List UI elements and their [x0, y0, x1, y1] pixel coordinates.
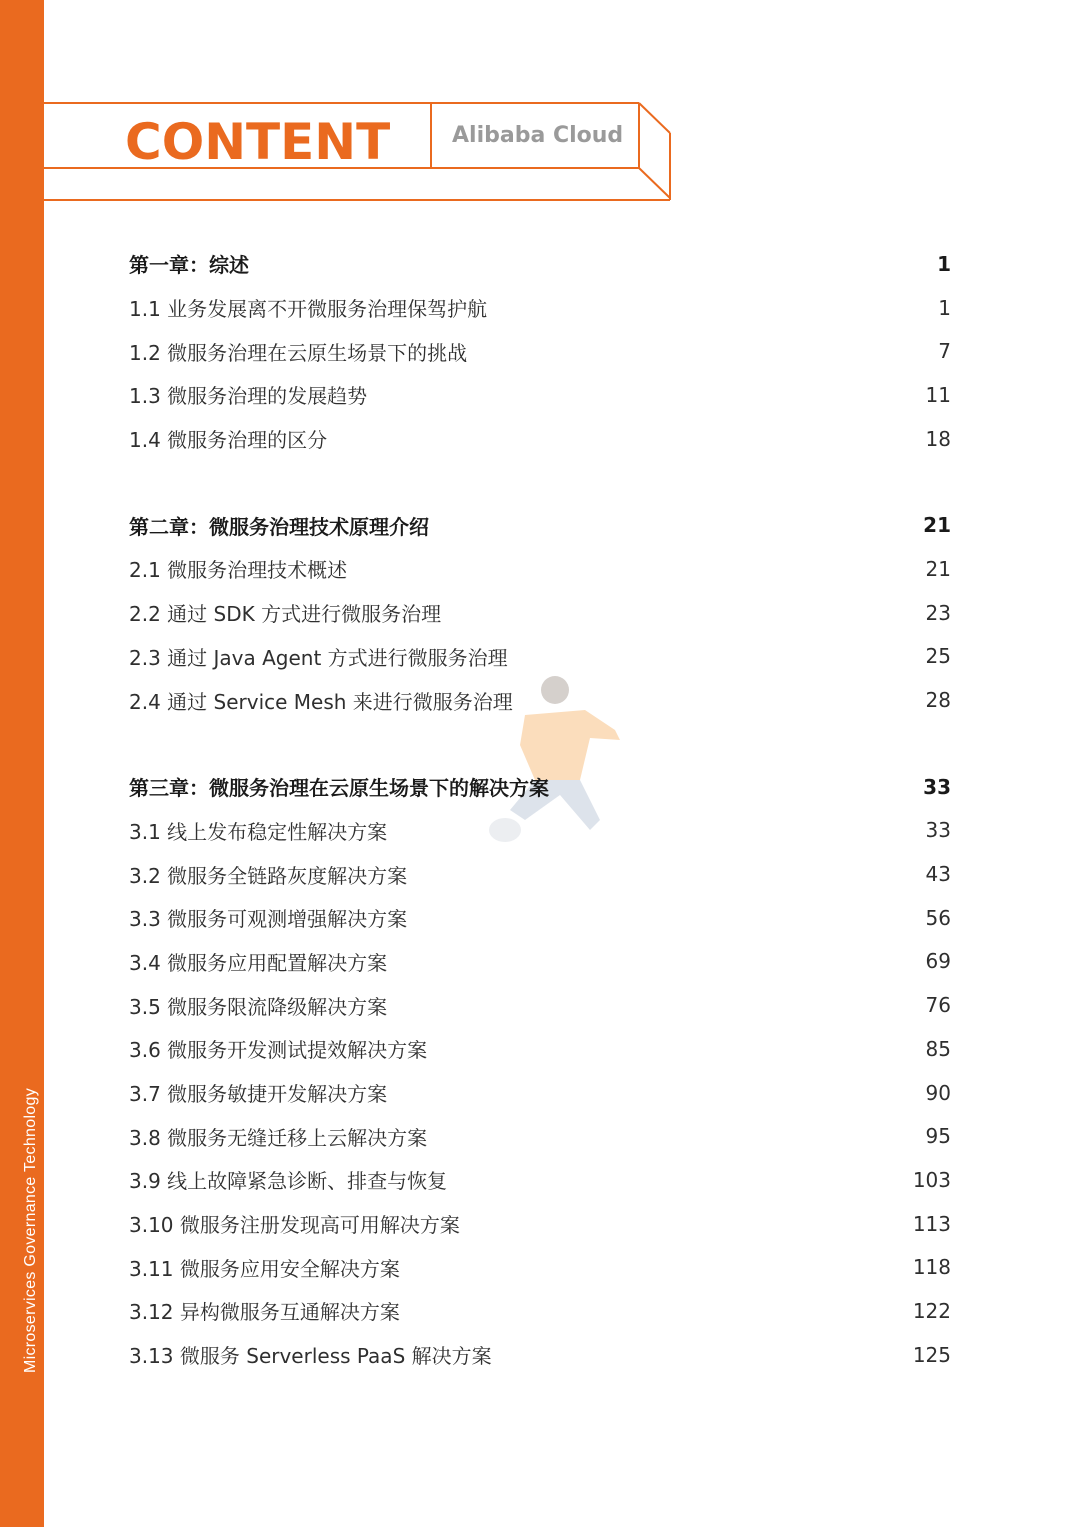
toc-page: 69 — [925, 949, 951, 974]
toc-page: 118 — [912, 1255, 951, 1280]
toc-item[interactable] — [129, 1071, 951, 1115]
toc-label: 2.4 通过 Service Mesh 来进行微服务治理 — [129, 689, 513, 714]
toc-label: 3.7 微服务敏捷开发解决方案 — [129, 1082, 388, 1107]
toc-label: 第三章：微服务治理在云原生场景下的解决方案 — [129, 776, 549, 801]
toc-chapter-heading[interactable] — [129, 242, 951, 286]
toc-item[interactable] — [129, 417, 951, 461]
toc-page: 23 — [925, 600, 951, 625]
toc-item[interactable] — [129, 1027, 951, 1071]
toc-page: 21 — [925, 556, 951, 581]
toc-item[interactable] — [129, 809, 951, 853]
toc-item[interactable] — [129, 286, 951, 330]
toc-page: 33 — [923, 774, 951, 799]
toc-label: 3.2 微服务全链路灰度解决方案 — [129, 863, 408, 888]
toc-item[interactable] — [129, 373, 951, 417]
toc-page: 56 — [925, 905, 951, 930]
table-of-contents — [129, 242, 951, 1420]
toc-item[interactable] — [129, 591, 951, 635]
toc-item[interactable] — [129, 852, 951, 896]
toc-label: 3.1 线上发布稳定性解决方案 — [129, 819, 388, 844]
toc-page: 85 — [925, 1036, 951, 1061]
chapter-3 — [129, 765, 951, 1377]
toc-label: 第二章：微服务治理技术原理介绍 — [129, 514, 429, 539]
toc-page: 7 — [938, 339, 951, 364]
toc-label: 3.5 微服务限流降级解决方案 — [129, 994, 388, 1019]
toc-page: 95 — [925, 1124, 951, 1149]
toc-label: 3.8 微服务无缝迁移上云解决方案 — [129, 1125, 428, 1150]
toc-item[interactable] — [129, 1289, 951, 1333]
toc-item[interactable] — [129, 1158, 951, 1202]
toc-label: 3.11 微服务应用安全解决方案 — [129, 1256, 400, 1281]
toc-page: 122 — [912, 1298, 951, 1323]
toc-label: 3.9 线上故障紧急诊断、排查与恢复 — [129, 1169, 448, 1194]
toc-item[interactable] — [129, 1202, 951, 1246]
toc-item[interactable] — [129, 896, 951, 940]
toc-page: 103 — [912, 1167, 951, 1192]
toc-page: 90 — [925, 1080, 951, 1105]
toc-label: 3.4 微服务应用配置解决方案 — [129, 950, 388, 975]
toc-label: 3.10 微服务注册发现高可用解决方案 — [129, 1213, 460, 1238]
toc-item[interactable] — [129, 983, 951, 1027]
toc-label: 2.3 通过 Java Agent 方式进行微服务治理 — [129, 645, 508, 670]
toc-label: 3.6 微服务开发测试提效解决方案 — [129, 1038, 428, 1063]
toc-label: 1.2 微服务治理在云原生场景下的挑战 — [129, 340, 468, 365]
header-frame — [0, 0, 700, 210]
toc-page: 28 — [925, 688, 951, 713]
toc-page: 11 — [925, 382, 951, 407]
toc-item[interactable] — [129, 940, 951, 984]
toc-item[interactable] — [129, 678, 951, 722]
toc-label: 2.2 通过 SDK 方式进行微服务治理 — [129, 602, 442, 627]
toc-page: 25 — [925, 644, 951, 669]
chapter-1 — [129, 242, 951, 460]
toc-label: 3.13 微服务 Serverless PaaS 解决方案 — [129, 1344, 492, 1369]
toc-page: 113 — [912, 1211, 951, 1236]
toc-item[interactable] — [129, 1245, 951, 1289]
toc-page: 1 — [938, 295, 951, 320]
toc-page: 76 — [925, 993, 951, 1018]
toc-page: 1 — [937, 251, 951, 276]
brand-name: Alibaba Cloud — [452, 123, 624, 148]
toc-chapter-heading[interactable] — [129, 765, 951, 809]
toc-item[interactable] — [129, 1114, 951, 1158]
toc-item[interactable] — [129, 329, 951, 373]
toc-label: 3.3 微服务可观测增强解决方案 — [129, 907, 408, 932]
toc-label: 3.12 异构微服务互通解决方案 — [129, 1300, 400, 1325]
toc-page: 18 — [925, 426, 951, 451]
side-text: Microservices Governance Technology — [22, 1088, 39, 1373]
page-title: CONTENT — [125, 113, 391, 171]
toc-page: 43 — [925, 862, 951, 887]
toc-label: 1.3 微服务治理的发展趋势 — [129, 384, 368, 409]
toc-page: 33 — [925, 818, 951, 843]
toc-item[interactable] — [129, 1333, 951, 1377]
toc-page: 21 — [923, 513, 951, 538]
toc-chapter-heading[interactable] — [129, 503, 951, 547]
toc-label: 第一章：综述 — [129, 253, 249, 278]
toc-label: 1.1 业务发展离不开微服务治理保驾护航 — [129, 297, 488, 322]
toc-item[interactable] — [129, 547, 951, 591]
toc-item[interactable] — [129, 635, 951, 679]
toc-page: 125 — [912, 1342, 951, 1367]
toc-label: 2.1 微服务治理技术概述 — [129, 558, 348, 583]
chapter-2 — [129, 503, 951, 721]
toc-label: 1.4 微服务治理的区分 — [129, 428, 328, 453]
